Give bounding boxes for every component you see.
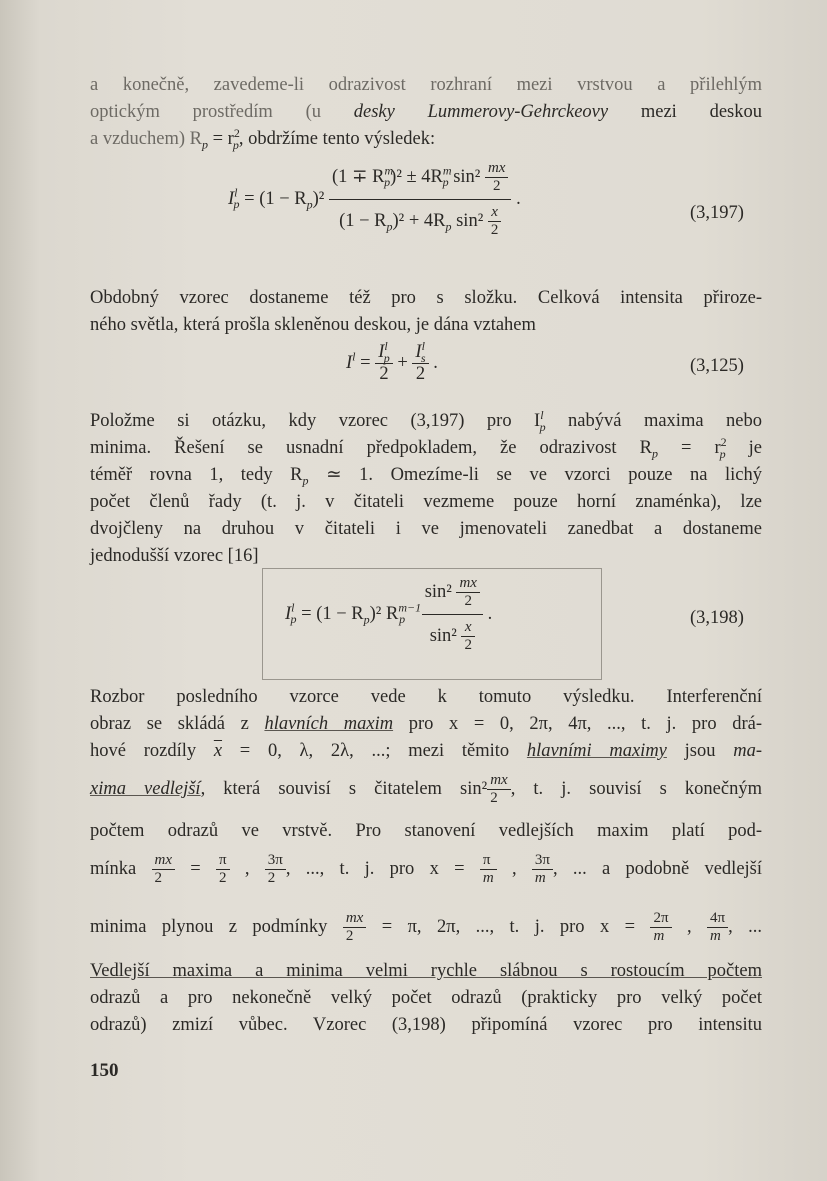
- eq197-lhs: I: [228, 188, 235, 209]
- para3-line-3: téměř rovna 1, tedy $R_p$ ≃ 1. Omezíme-li se ve vzorci pouze na lichý: [90, 465, 762, 488]
- eq198-fraction: [422, 575, 483, 654]
- para4-text-6b: , ..., t. j. pro x =: [285, 858, 480, 879]
- equation-3-198: $I^l_p = (1 - R_p)^2$ $R^{m-1}_p$ sin² $\frac{mx}{2}$ sin² $\frac{x}{2}$ .: [285, 575, 493, 653]
- para4-line-6: mínka $\frac{mx}{2}$ = $\frac{\pi}{2}$ , $\frac{3\pi}{2}$ , ..., t. j. pro x = $\frac{\pi}{m}$ , $\frac{3\pi}{m}$ , ... a podobně vedlejší: [90, 852, 763, 886]
- eq125-lhs: I: [346, 352, 353, 373]
- para4-text-3b: = 0, λ, 2λ, ...; mezi těmito: [222, 741, 527, 761]
- para4-text-7a: minima plynou z podmínky: [90, 916, 343, 937]
- eq197-numerator: (1 ∓ R: [331, 166, 385, 187]
- eq198-two-a: 2: [456, 592, 480, 610]
- intro-text-2: optickým prostředím (u: [90, 102, 354, 122]
- eq125-two-b: 2: [412, 363, 428, 385]
- para3-line-1: Položme si otázku, kdy vzorec (3,197) pro $I^l_p$ nabývá maxima nebo: [90, 407, 762, 434]
- para4-line-1: [90, 684, 762, 711]
- para4-text-9: odrazů a pro nekonečně velký počet odrazů (prakticky pro velký počet: [90, 988, 762, 1008]
- para4-text-4b: , která souvisí s čitatelem sin²: [200, 778, 488, 799]
- intro-line-3: a vzduchem) $R_p = r^2_p$, obdržíme tento výsledek:: [90, 125, 436, 152]
- eq197-den-sin: sin²: [456, 210, 484, 231]
- l4-two: 2: [487, 789, 511, 807]
- eq197-mid: = (1 − R: [239, 188, 307, 209]
- para3-line-2: minima. Řešení se usnadní předpokladem, že odrazivost $R_p = r^2_p$ je: [90, 434, 762, 461]
- para4-text-3a: hové rozdíly: [90, 741, 214, 761]
- eq197-fraction: $(1 \mp R^m_p)^2 \pm 4R^m_p$ sin² $\frac{mx}{2}$ $(1 - R_p)^2 + 4R_p$ sin² $\frac{x}{2}$: [329, 160, 511, 239]
- para4-text-2a: obraz se skládá z: [90, 714, 265, 734]
- para4-text-6a: mínka: [90, 858, 152, 879]
- para3-text-2a: minima. Řešení se usnadní předpokladem, že odrazivost R: [90, 438, 652, 458]
- eq198-sin-den: sin²: [429, 625, 457, 646]
- l4-mx: mx: [490, 772, 508, 788]
- equation-3-125: $I^l$ = $\frac{I^l_p}{2}$ + $\frac{I^l_s}{2}$ .: [346, 338, 438, 384]
- para3-text-2c: je: [725, 438, 762, 458]
- intro-text-4: a vzduchem) R: [90, 129, 202, 149]
- para4-line-8: [90, 958, 762, 985]
- para3-line-4: [90, 489, 762, 516]
- eq125-plus: +: [392, 352, 413, 373]
- eq198-number: (3,198): [690, 608, 744, 628]
- para3-text-5: dvojčleny na druhou v čitateli i ve jmenovateli zanedbat a dostaneme: [90, 519, 762, 539]
- eq125-eq: =: [355, 352, 376, 373]
- para4-text-7b: = π, 2π, ..., t. j. pro x =: [366, 916, 651, 937]
- main-maxima-term: hlavních maxim: [264, 714, 394, 734]
- eq197-num-rest: ± 4R: [401, 166, 443, 187]
- eq197-denominator: (1 − R: [339, 210, 387, 231]
- para4-text-8: Vedlejší maxima a minima velmi rychle slábnou s rostoucím počtem: [90, 961, 762, 981]
- para3-text-4: počet členů řady (t. j. v čitateli vezmeme pouze horní znaménka), lze: [90, 492, 762, 512]
- eq197-x: x: [491, 204, 498, 220]
- para3-text-1a: Položme si otázku, kdy vzorec (3,197) pro I: [90, 411, 541, 431]
- para4-text-3e: ma-: [733, 741, 762, 761]
- para3-line-5: [90, 516, 762, 543]
- eq197-number: (3,197): [690, 203, 744, 223]
- para3-text-6: jednodušší vzorec [16]: [90, 546, 259, 566]
- eq197-two-b: 2: [488, 221, 502, 239]
- desk-name: desky Lummerovy-Gehrckeovy: [353, 102, 609, 122]
- para4-line-10: [90, 1012, 762, 1039]
- para2-text-1: Obdobný vzorec dostaneme též pro s složku. Celková intensita přiroze-: [90, 288, 762, 308]
- eq197-two-a: 2: [485, 177, 509, 195]
- para4-text-5: počtem odrazů ve vrstvě. Pro stanovení vedlejších maxim platí pod-: [90, 821, 762, 841]
- eq198-mid2: )² R: [369, 603, 399, 624]
- eq197-num-sin: sin²: [453, 166, 481, 187]
- intro-text-5: = r: [208, 129, 234, 149]
- para4-line-5: [90, 818, 762, 845]
- para4-line-9: [90, 985, 762, 1012]
- para2-text-2: ného světla, která prošla skleněnou deskou, je dána vztahem: [90, 315, 536, 335]
- para4-line-3: hové rozdíly $\overline{x} = 0$, λ, 2λ, ...; mezi těmito hlavními maximy jsou ma-: [90, 741, 762, 761]
- para4-text-2c: pro x = 0, 2π, 4π, ..., t. j. pro drá-: [393, 714, 762, 734]
- para4-line-4: [90, 772, 762, 807]
- para3-text-2b: = r: [657, 438, 721, 458]
- para4-text-1: Rozbor posledního vzorce vede k tomuto výsledku. Interferenční: [90, 687, 762, 707]
- eq125-two-a: 2: [375, 363, 393, 385]
- para4-text-10: odrazů) zmizí vůbec. Vzorec (3,198) připomíná vzorec pro intensitu: [90, 1015, 762, 1035]
- eq198-lhs: I: [285, 603, 292, 624]
- eq198-sin-num: sin²: [424, 581, 452, 602]
- para4-text-6c: , ... a podobně vedlejší: [552, 858, 763, 879]
- intro-line-2: [90, 99, 762, 126]
- intro-line-1: [90, 72, 762, 99]
- main-maxima-term-2: hlavními maximy: [526, 741, 667, 761]
- eq197-den-rest: )² + 4R: [392, 210, 446, 231]
- eq125-number: (3,125): [690, 356, 744, 376]
- para4-text-7c: , ...: [728, 916, 763, 937]
- para2-line-2: [90, 312, 762, 339]
- intro-text-3: mezi deskou: [608, 102, 762, 122]
- eq198-two-b: 2: [461, 636, 475, 654]
- eq198-x: x: [464, 619, 472, 635]
- para4-line-7: minima plynou z podmínky $\frac{mx}{2}$ = π, 2π, ..., t. j. pro x = $\frac{2\pi}{m}$ , $\frac{4\pi}{m}$ , ...: [90, 910, 763, 944]
- intro-text-1: a konečně, zavedeme-li odrazivost rozhraní mezi vrstvou a přilehlým: [90, 75, 762, 95]
- eq125-dot: .: [433, 352, 438, 373]
- eq197-mx: mx: [487, 160, 506, 176]
- intro-text-6: , obdržíme tento výsledek:: [238, 129, 436, 149]
- para4-text-3d: jsou: [666, 741, 734, 761]
- eq198-mx: mx: [459, 575, 477, 591]
- para3-text-3b: ≃ 1. Omezíme-li se ve vzorci pouze na lichý: [308, 465, 762, 485]
- para3-line-6: [90, 543, 762, 570]
- para3-text-1b: nabývá maxima nebo: [545, 411, 762, 431]
- equation-3-197: $I^l_p = (1 - R_p)^2$ $(1 \mp R^m_p)^2 \pm 4R^m_p$ sin² $\frac{mx}{2}$ $(1 - R_p)^2 + 4R_p$ sin² $\frac{x}{2}$ .: [228, 160, 521, 238]
- eq198-mid: = (1 − R: [296, 603, 364, 624]
- para2-line-1: [90, 285, 762, 312]
- page-number: 150: [90, 1060, 119, 1081]
- para4-line-2: [90, 711, 762, 738]
- para4-text-4c: , t. j. souvisí s konečným: [510, 778, 762, 799]
- side-maxima-term: xima vedlejší: [90, 778, 201, 799]
- para3-text-3a: téměř rovna 1, tedy R: [90, 465, 303, 485]
